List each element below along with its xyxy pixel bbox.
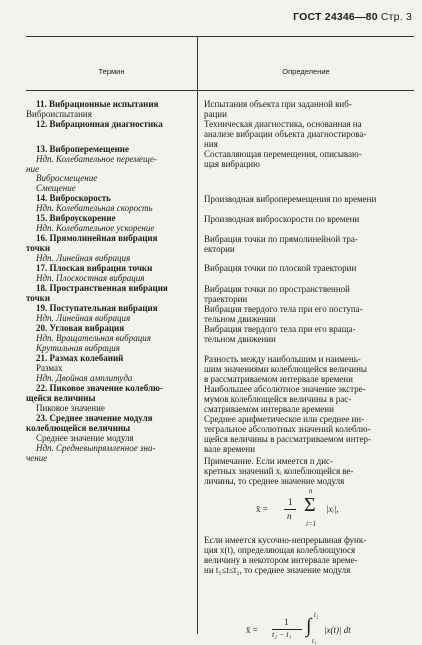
term-line: 12. Вибрационная диагностика (36, 119, 163, 129)
term-line: Ндп. Линейная вибрация (36, 253, 131, 263)
term-line: щейся величины (26, 393, 96, 403)
term-line: 13. Виброперемещение (36, 144, 129, 154)
definition-line: Вибрация точки по прямолинейной тра- (204, 234, 358, 244)
term-line: 22. Пиковое значение колеблю- (36, 383, 163, 393)
definition-line: кретных значений xᵢ колеблющейся ве- (204, 466, 354, 476)
definition-line: траектории (204, 294, 248, 304)
definition-line: ектории (204, 244, 235, 254)
definition-line: тельном движении (204, 314, 276, 324)
formula-body: |xᵢ|, (326, 504, 339, 514)
formula-body: |x(t)| dt (324, 625, 351, 635)
definition-line: ния (204, 139, 218, 149)
column-divider (197, 37, 198, 634)
term-line: Виброиспытания (26, 109, 92, 119)
definition-line: тегральное абсолютных значений колеблю- (204, 424, 371, 434)
integral-sign-icon: ∫ (306, 615, 312, 637)
definition-line: анализе вибрации объекта диагностирова- (204, 129, 367, 139)
definition-line: Вибрация точки по пространственной (204, 284, 350, 294)
term-line: точки (26, 243, 51, 253)
definition-line: Если имеется кусочно-непрерывная функ- (204, 535, 367, 545)
fraction-denominator: t₂ − t₁ (272, 630, 292, 639)
definition-line: Испытания объекта при заданной виб- (204, 99, 352, 109)
definition-line: щейся величины в рассматриваемом интер- (204, 434, 371, 444)
definition-line: величину в некотором интервале време- (204, 555, 358, 565)
definition-line: в рассматриваемом интервале времени (204, 374, 353, 384)
definition-line: ция x(t), определяющая колеблющуюся (204, 545, 356, 555)
term-line: Ндп. Двойная амплитуда (36, 373, 133, 383)
term-line: 14. Виброскорость (36, 193, 111, 203)
term-line: Пиковое значение (36, 403, 105, 413)
definition-line: Вибрация твердого тела при его враща- (204, 324, 356, 334)
definition-line: Производная виброскорости по времени (204, 214, 360, 224)
term-line: Среднее значение модуля (36, 433, 134, 443)
definition-line: Среднее арифметическое или среднее ин- (204, 414, 365, 424)
definition-line: шим значениями колеблющейся величины (204, 364, 367, 374)
term-line: 15. Виброускорение (36, 213, 116, 223)
term-line: 17. Плоская вибрация точки (36, 263, 153, 273)
term-line: ние (26, 164, 39, 174)
definition-line: Вибрация твердого тела при его поступа- (204, 304, 363, 314)
definition-line: Составляющая перемещения, описываю- (204, 149, 362, 159)
integral-upper-limit: t₂ (314, 611, 319, 619)
integral-lower-limit: t₁ (312, 637, 317, 645)
definition-line: щая вибрацию (204, 159, 260, 169)
definition-line: Производная виброперемещения по времени (204, 194, 377, 204)
term-line: Ндп. Средневыпрямленное зна- (36, 443, 156, 453)
term-line: Ндп. Линейная вибрация (36, 313, 131, 323)
term-line: Крутильная вибрация (36, 343, 120, 353)
term-column-header: Термин (98, 67, 125, 76)
sum-upper-limit: n (309, 487, 313, 495)
definition-line: Наибольшее абсолютное значение экстре- (204, 384, 366, 394)
formula-lhs: x̄ = (256, 504, 268, 514)
term-line: Вибросмещение (36, 173, 98, 183)
term-line: Ндп. Колебательное ускорение (36, 223, 155, 233)
term-line: 23. Среднее значение модуля (36, 413, 153, 423)
page-header (293, 11, 412, 23)
definition-line: мумов колеблющейся величины в рас- (204, 394, 352, 404)
definition-line: Разность между наибольшим и наимень- (204, 354, 361, 364)
term-line: 16. Прямолинейная вибрация (36, 233, 158, 243)
term-line: Размах (36, 363, 63, 373)
term-line: Ндп. Колебательная скорость (36, 203, 153, 213)
definition-column-header: Определение (282, 67, 330, 76)
fraction-denominator: n (287, 511, 292, 521)
term-line: точки (26, 293, 51, 303)
formula-lhs: x̄ = (246, 625, 258, 635)
definition-line: личины, то среднее значение модуля (204, 476, 345, 486)
sum-sign-icon: Σ (304, 494, 316, 516)
term-line: Ндп. Плоскостная вибрация (36, 273, 145, 283)
definition-line: ни t₁≤t≤t₂, то среднее значение модуля (204, 565, 351, 575)
term-line: Ндп. Вращательная вибрация (36, 333, 151, 343)
fraction-numerator: 1 (284, 617, 289, 627)
formula-continuous (246, 611, 414, 645)
definition-line: рации (204, 109, 227, 119)
term-line: 11. Вибрационные испытания (36, 99, 159, 109)
definition-line: тельном движении (204, 334, 276, 344)
table-header (26, 37, 414, 91)
term-line: чение (26, 453, 48, 463)
definition-line: Вибрация точки по плоской траектории (204, 263, 357, 273)
definition-line: Техническая диагностика, основанная на (204, 119, 362, 129)
term-line: 19. Поступательная вибрация (36, 303, 158, 313)
definition-line: Примечание. Если имеется n дис- (204, 456, 334, 466)
term-line: 21. Размах колебаний (36, 353, 124, 363)
fraction-line (284, 509, 296, 510)
term-line: колеблющейся величины (26, 423, 131, 433)
term-line: Смещение (36, 183, 76, 193)
term-line: Ндп. Колебательное перемеще- (36, 154, 158, 164)
definition-line: сматриваемом интервале времени (204, 404, 334, 414)
standard-title: ГОСТ 24346—80 (293, 11, 378, 23)
fraction-numerator: 1 (288, 497, 293, 507)
term-line: 20. Угловая вибрация (36, 323, 125, 333)
definition-line: вале времени (204, 444, 256, 454)
terms-table (26, 36, 414, 645)
sum-lower-limit: i=1 (306, 520, 317, 528)
page-number: Стр. 3 (380, 11, 412, 23)
formula-discrete (256, 487, 406, 537)
term-line: 18. Пространственная вибрация (36, 283, 168, 293)
